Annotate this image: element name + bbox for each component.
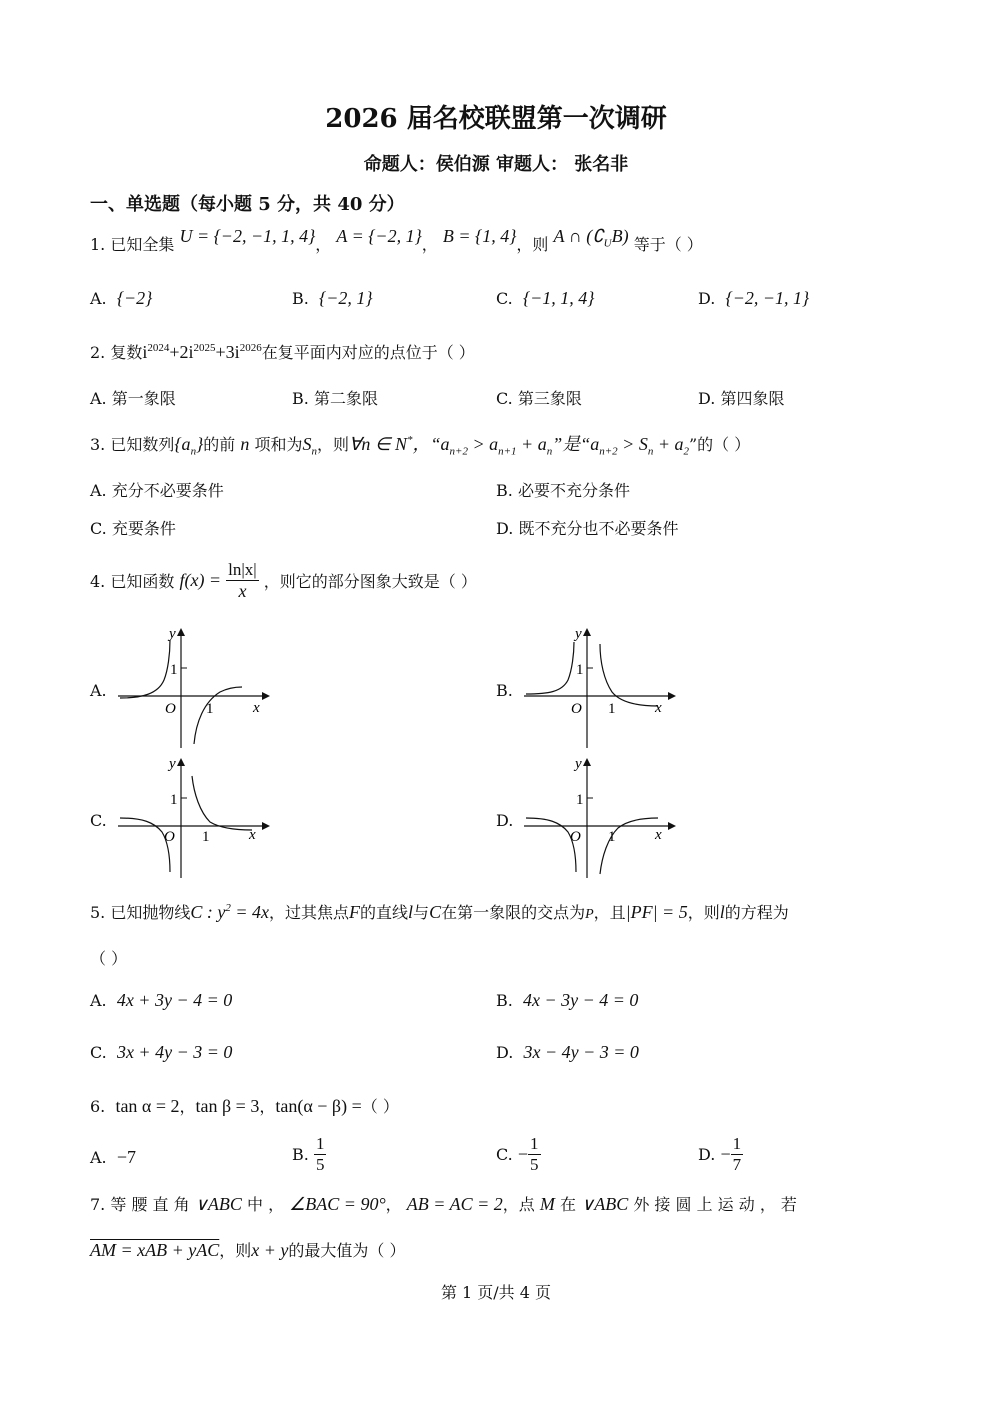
q1-sep: ， bbox=[421, 235, 438, 254]
q5-option-d: D. 3x − 4y − 3 = 0 bbox=[496, 1042, 639, 1062]
q6-option-d: D. − $\frac{1}{7}$ bbox=[698, 1134, 742, 1174]
y-label: y bbox=[169, 626, 176, 642]
y-axis-arrow bbox=[583, 758, 591, 766]
origin-label: O bbox=[165, 701, 176, 717]
page-footer: 第 1 页/共 4 页 bbox=[440, 1283, 552, 1302]
q1-set-a: A = {−2, 1} bbox=[336, 226, 422, 246]
q1-set-u: U = {−2, −1, 1, 4} bbox=[179, 226, 316, 246]
q2-option-b: B. 第二象限 bbox=[292, 389, 378, 408]
graph-b-label: B. bbox=[496, 681, 513, 700]
x-label: x bbox=[249, 827, 256, 843]
q6-option-c: C. − $\frac{1}{5}$ bbox=[496, 1134, 539, 1174]
q1-then: ，则 bbox=[516, 235, 549, 254]
question-4: 4. 已知函数 f(x) = $\frac{\ln|x|}{x}$ ，则它的部分图象大致是（ ） bbox=[90, 560, 477, 601]
y-label: y bbox=[575, 756, 582, 772]
q4-fraction: $\frac{\ln|x|}{x}$ bbox=[228, 560, 257, 601]
q5-paren: （ ） bbox=[90, 949, 128, 968]
q1-sep: ， bbox=[315, 235, 332, 254]
section-heading: 一、单选题（每小题 5 分，共 40 分） bbox=[90, 194, 405, 215]
x-label: x bbox=[253, 700, 260, 716]
q2-option-c: C. 第三象限 bbox=[496, 389, 582, 408]
y-label: y bbox=[575, 626, 582, 642]
q1-expression: A ∩ $(∁_UB)$ bbox=[553, 226, 629, 250]
question-1 bbox=[90, 226, 703, 258]
question-2: 2. 复数$i^{2024}+2i^{2025}+3i^{2026}$在复平面内对应的点位于（ ） bbox=[90, 342, 475, 362]
q6-option-a: A. −7 bbox=[90, 1147, 136, 1167]
curve-left bbox=[120, 640, 170, 698]
exam-title: 2026 届名校联盟第一次调研 bbox=[325, 104, 667, 134]
q3-option-a: A. 充分不必要条件 bbox=[90, 481, 224, 500]
origin-label: O bbox=[571, 701, 582, 717]
x-axis-arrow bbox=[262, 692, 270, 700]
x-one-label: 1 bbox=[206, 701, 214, 717]
q5-option-c: C. 3x + 4y − 3 = 0 bbox=[90, 1042, 233, 1062]
question-3: 3. 已知数列$\{a_n\}$的前 n 项和为$S_n$，则∀n ∈ N*，“$a_{n+2} > a_{n+1} + a_n$”是“$a_{n+2} > S_n + a_2$”的（ ） bbox=[90, 434, 751, 458]
graph-a bbox=[112, 622, 272, 752]
q3-option-d: D. 既不充分也不必要条件 bbox=[496, 519, 679, 538]
q1-set-b: B = {1, 4} bbox=[442, 226, 517, 246]
graph-d bbox=[518, 752, 678, 882]
q1-option-a: A. {−2} bbox=[90, 288, 153, 308]
graph-d-label: D. bbox=[496, 811, 514, 830]
y-axis-arrow bbox=[177, 628, 185, 636]
curve-right bbox=[192, 776, 252, 830]
x-axis-arrow bbox=[262, 822, 270, 830]
origin-label: O bbox=[570, 829, 581, 845]
q3-option-c: C. 充要条件 bbox=[90, 519, 176, 538]
y-axis-arrow bbox=[177, 758, 185, 766]
q1-option-b: B. {−2, 1} bbox=[292, 288, 373, 308]
q2-option-d: D. 第四象限 bbox=[698, 389, 785, 408]
y-label: y bbox=[169, 756, 176, 772]
question-5: 5. 已知抛物线C : $y^2 = 4x$，过其焦点F的直线l与C在第一象限的交点为P，且|PF| = 5，则l的方程为 bbox=[90, 902, 789, 922]
x-one-label: 1 bbox=[608, 829, 616, 845]
q1-option-c: C. {−1, 1, 4} bbox=[496, 288, 595, 308]
y-axis-arrow bbox=[583, 628, 591, 636]
x-axis-arrow bbox=[668, 692, 676, 700]
y-one-label: 1 bbox=[170, 792, 178, 808]
x-label: x bbox=[655, 827, 662, 843]
x-one-label: 1 bbox=[202, 829, 210, 845]
curve-left bbox=[526, 642, 574, 694]
x-one-label: 1 bbox=[608, 701, 616, 717]
question-7-line2: AM = xAB + yAC，则x + y的最大值为（ ） bbox=[90, 1240, 406, 1260]
origin-label: O bbox=[164, 829, 175, 845]
graph-b bbox=[518, 622, 678, 752]
q3-option-b: B. 必要不充分条件 bbox=[496, 481, 630, 500]
y-one-label: 1 bbox=[576, 792, 584, 808]
q5-option-a: A. 4x + 3y − 4 = 0 bbox=[90, 990, 233, 1010]
q1-prefix: 1. 已知全集 bbox=[90, 235, 175, 254]
y-one-label: 1 bbox=[170, 662, 178, 678]
graph-c-label: C. bbox=[90, 811, 107, 830]
question-7: 7. 等 腰 直 角 ∨ABC 中 ， ∠BAC = 90°， AB = AC = 2，点 M 在 ∨ABC 外 接 圆 上 运 动 ， 若 bbox=[90, 1194, 797, 1214]
q5-option-b: B. 4x − 3y − 4 = 0 bbox=[496, 990, 639, 1010]
q2-option-a: A. 第一象限 bbox=[90, 389, 176, 408]
q1-suffix: 等于（ ） bbox=[633, 235, 703, 254]
q1-option-d: D. {−2, −1, 1} bbox=[698, 288, 810, 308]
curve-right bbox=[600, 644, 658, 706]
q6-option-b: B. $\frac{1}{5}$ bbox=[292, 1134, 325, 1174]
x-axis-arrow bbox=[668, 822, 676, 830]
question-6: 6. tan α = 2，tan β = 3，tan(α − β) =（ ） bbox=[90, 1096, 399, 1116]
x-label: x bbox=[655, 700, 662, 716]
graph-a-label: A. bbox=[90, 681, 107, 700]
graph-c bbox=[112, 752, 272, 882]
exam-authors: 命题人：侯伯源 审题人： 张名非 bbox=[363, 154, 629, 175]
y-one-label: 1 bbox=[576, 662, 584, 678]
